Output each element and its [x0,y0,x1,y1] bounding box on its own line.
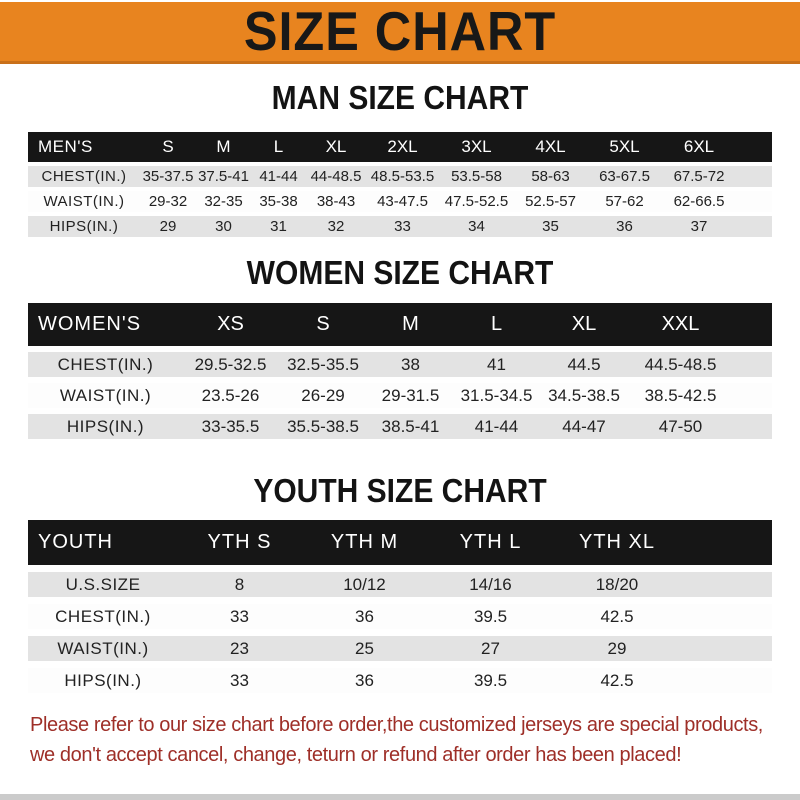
women-col-header: XS [183,303,278,346]
table-cell: 23 [178,636,301,661]
table-cell: 42.5 [553,668,681,693]
table-cell: 41-44 [251,166,306,187]
men-col-header: S [140,132,196,162]
men-waist-row [28,191,772,212]
row-label: CHEST(IN.) [28,604,178,629]
table-cell: 53.5-58 [439,166,514,187]
men-hips-row [28,216,772,237]
table-cell: 33 [178,604,301,629]
table-cell: 38-43 [306,191,366,212]
spacer-cell [736,132,772,162]
men-section-heading [0,79,800,117]
men-col-header: 3XL [439,132,514,162]
size-chart-banner [0,2,800,64]
row-label: CHEST(IN.) [28,166,140,187]
men-col-header: M [196,132,251,162]
table-cell: 10/12 [301,572,428,597]
row-label: WAIST(IN.) [28,636,178,661]
spacer-cell [733,383,772,408]
table-cell: 33 [366,216,439,237]
footer-line-2: we don't accept cancel, change, teturn or refund after order has been placed! [30,744,682,766]
table-cell: 35-38 [251,191,306,212]
table-cell: 33-35.5 [183,414,278,439]
spacer-cell [681,572,772,597]
men-chest-row [28,166,772,187]
women-section-heading [0,254,800,292]
table-cell: 41-44 [453,414,540,439]
table-cell: 38.5-42.5 [628,383,733,408]
footer-line-1: Please refer to our size chart before order,the customized jerseys are special products, [30,714,763,736]
spacer-cell [736,191,772,212]
table-cell: 32 [306,216,366,237]
women-size-table [28,297,772,445]
table-cell: 35.5-38.5 [278,414,368,439]
table-cell: 48.5-53.5 [366,166,439,187]
women-col-header: S [278,303,368,346]
table-cell: 42.5 [553,604,681,629]
table-cell: 31.5-34.5 [453,383,540,408]
table-cell: 29-32 [140,191,196,212]
table-cell: 36 [301,668,428,693]
banner-title: SIZE CHART [243,1,557,62]
row-label: HIPS(IN.) [28,216,140,237]
youth-hips-row [28,668,772,693]
men-section-heading-text: MAN SIZE CHART [271,79,529,117]
women-table-title: WOMEN'S [28,303,183,346]
youth-size-table [28,513,772,700]
table-cell: 62-66.5 [662,191,736,212]
women-col-header: XL [540,303,628,346]
youth-section-heading-text: YOUTH SIZE CHART [253,472,547,510]
table-cell: 43-47.5 [366,191,439,212]
table-cell: 47.5-52.5 [439,191,514,212]
youth-col-header: YTH M [301,520,428,565]
row-label: WAIST(IN.) [28,383,183,408]
table-cell: 39.5 [428,668,553,693]
youth-waist-row [28,636,772,661]
table-cell: 14/16 [428,572,553,597]
women-col-header: XXL [628,303,733,346]
spacer-cell [736,166,772,187]
women-hips-row [28,414,772,439]
women-section-heading-text: WOMEN SIZE CHART [246,254,554,292]
table-cell: 67.5-72 [662,166,736,187]
spacer-cell [681,636,772,661]
table-cell: 44.5 [540,352,628,377]
table-cell: 44-48.5 [306,166,366,187]
youth-section-heading [0,472,800,510]
table-cell: 34 [439,216,514,237]
row-label: CHEST(IN.) [28,352,183,377]
women-chest-row [28,352,772,377]
table-cell: 35-37.5 [140,166,196,187]
youth-ussize-row [28,572,772,597]
table-cell: 38 [368,352,453,377]
table-cell: 8 [178,572,301,597]
table-cell: 32-35 [196,191,251,212]
table-cell: 57-62 [587,191,662,212]
table-cell: 29 [553,636,681,661]
table-cell: 52.5-57 [514,191,587,212]
women-col-header: M [368,303,453,346]
youth-col-header: YTH L [428,520,553,565]
men-size-table [28,128,772,241]
row-label: WAIST(IN.) [28,191,140,212]
youth-table-title: YOUTH [28,520,178,565]
men-col-header: XL [306,132,366,162]
spacer-cell [681,520,772,565]
table-cell: 26-29 [278,383,368,408]
row-label: U.S.SIZE [28,572,178,597]
women-table-header-row [28,303,772,346]
spacer-cell [736,216,772,237]
men-col-header: 5XL [587,132,662,162]
bottom-edge-strip [0,794,800,800]
youth-table-header-row [28,520,772,565]
table-cell: 27 [428,636,553,661]
table-cell: 37 [662,216,736,237]
spacer-cell [733,303,772,346]
table-cell: 63-67.5 [587,166,662,187]
men-col-header: 4XL [514,132,587,162]
table-cell: 32.5-35.5 [278,352,368,377]
table-cell: 36 [301,604,428,629]
table-cell: 23.5-26 [183,383,278,408]
table-cell: 29 [140,216,196,237]
table-cell: 47-50 [628,414,733,439]
women-col-header: L [453,303,540,346]
women-waist-row [28,383,772,408]
table-cell: 39.5 [428,604,553,629]
table-cell: 37.5-41 [196,166,251,187]
table-cell: 36 [587,216,662,237]
table-cell: 31 [251,216,306,237]
youth-chest-row [28,604,772,629]
table-cell: 29.5-32.5 [183,352,278,377]
table-cell: 44-47 [540,414,628,439]
table-cell: 18/20 [553,572,681,597]
spacer-cell [733,414,772,439]
table-cell: 29-31.5 [368,383,453,408]
men-col-header: 2XL [366,132,439,162]
table-cell: 34.5-38.5 [540,383,628,408]
spacer-cell [733,352,772,377]
table-cell: 33 [178,668,301,693]
men-col-header: L [251,132,306,162]
youth-col-header: YTH S [178,520,301,565]
footer-note [0,710,800,770]
men-table-header-row [28,132,772,162]
men-table-title: MEN'S [28,132,140,162]
table-cell: 30 [196,216,251,237]
men-col-header: 6XL [662,132,736,162]
table-cell: 41 [453,352,540,377]
table-cell: 25 [301,636,428,661]
table-cell: 58-63 [514,166,587,187]
table-cell: 35 [514,216,587,237]
youth-col-header: YTH XL [553,520,681,565]
spacer-cell [681,668,772,693]
table-cell: 44.5-48.5 [628,352,733,377]
table-cell: 38.5-41 [368,414,453,439]
row-label: HIPS(IN.) [28,414,183,439]
spacer-cell [681,604,772,629]
row-label: HIPS(IN.) [28,668,178,693]
